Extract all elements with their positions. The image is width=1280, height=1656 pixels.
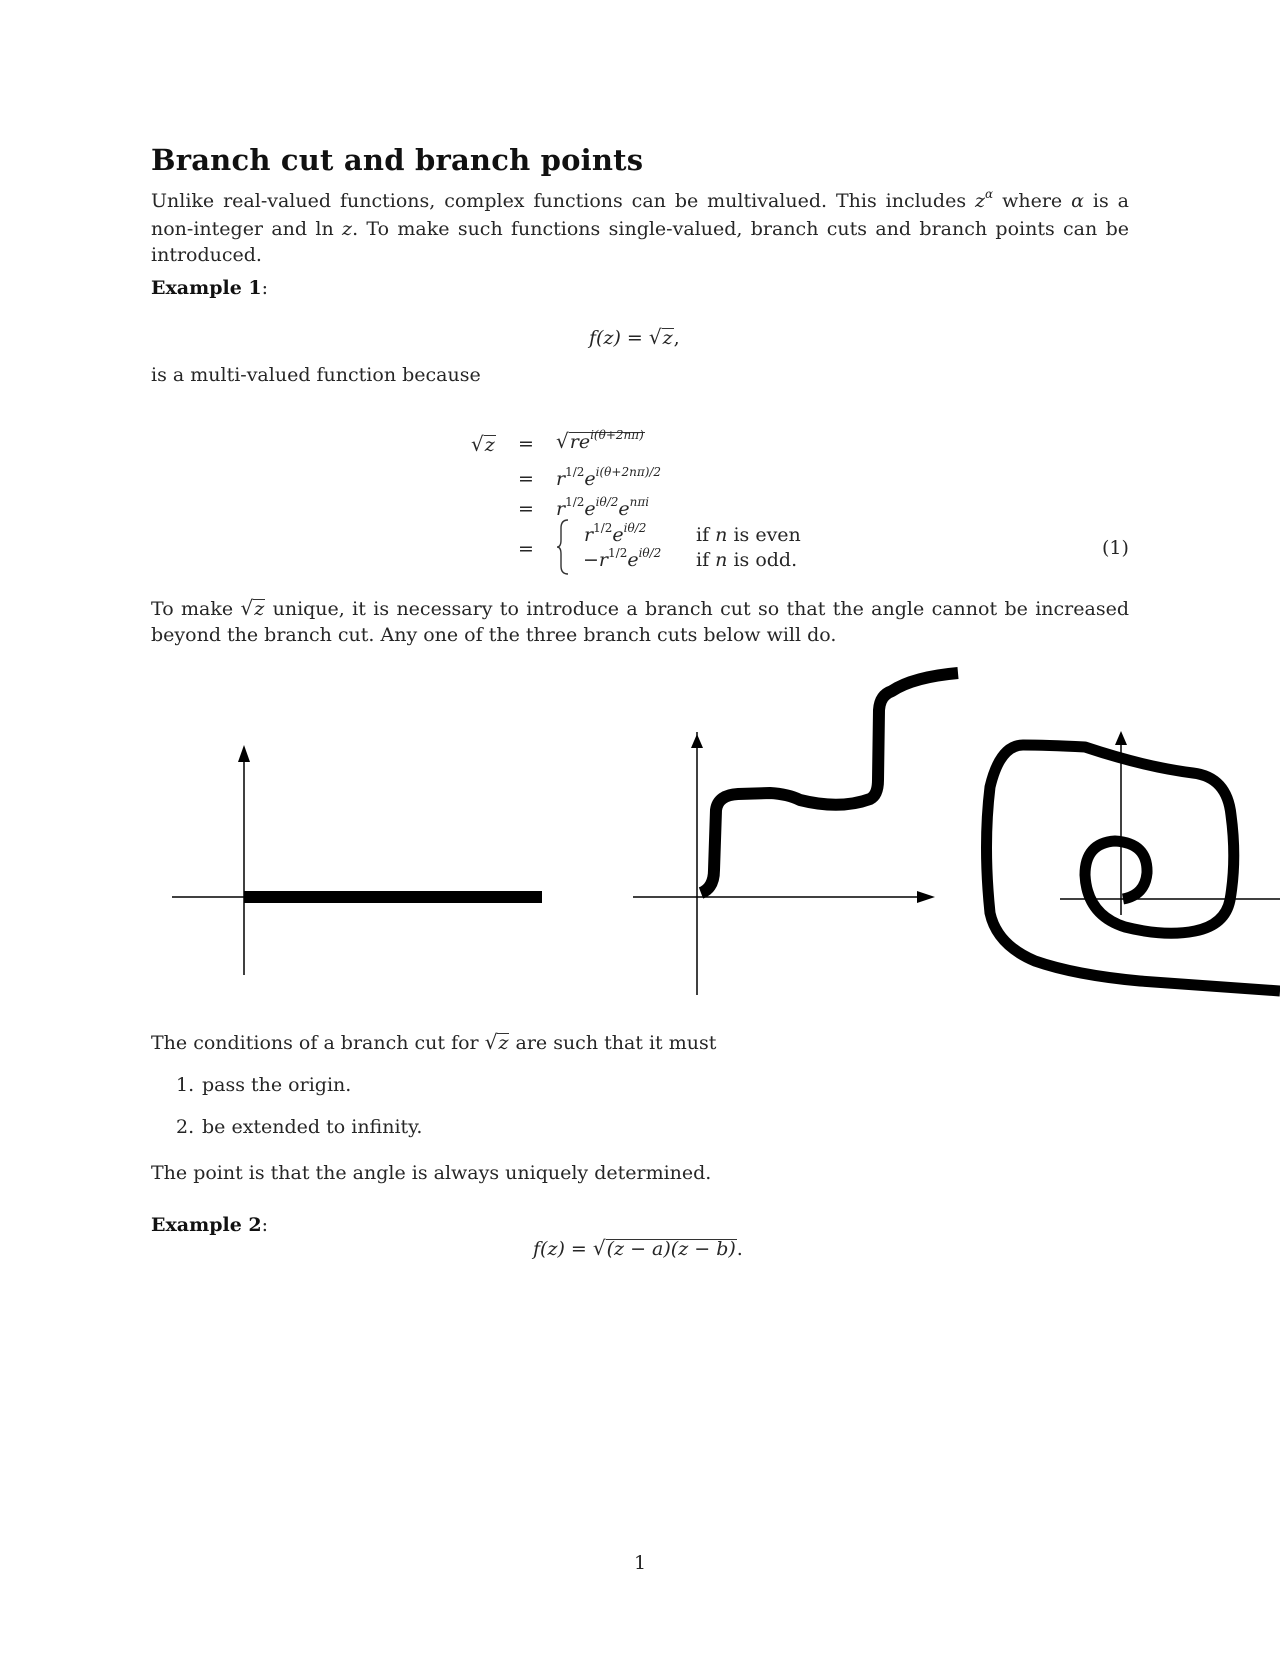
derivation-row-2: $r^{1/2}e^{i(\theta+2n\pi)/2}$: [556, 465, 662, 490]
case-2-expr: $-r^{1/2}e^{i\theta/2}$: [583, 546, 662, 571]
intro-text-4: . To make such functions single-valued, branch cuts and branch points can be introduced.: [151, 218, 1129, 266]
eq-sign-2: =: [518, 468, 534, 490]
eq-sign-3: =: [518, 498, 534, 520]
equation-fz-product-sqrt: f(z) = √(z − a)(z − b).: [533, 1236, 743, 1260]
case-2-condition: if n is odd.: [696, 549, 798, 571]
case-1-expr: $r^{1/2}e^{i\theta/2}$: [584, 521, 647, 546]
equation-number: (1): [1102, 537, 1129, 559]
multivalued-text: is a multi-valued function because: [151, 364, 481, 386]
eq-sign-1: =: [518, 433, 534, 455]
page-number: 1: [634, 1552, 647, 1574]
left-brace-icon: [556, 518, 570, 576]
section-title: Branch cut and branch points: [151, 143, 644, 177]
condition-item-2: 2. be extended to infinity.: [176, 1116, 423, 1138]
equation-fz-sqrt: f(z) = √z,: [589, 325, 680, 349]
intro-text-3: is a non-integer and ln: [151, 190, 1129, 240]
derivation-lhs: √z: [471, 432, 495, 456]
figure-spiral-branch-cut: [975, 725, 1280, 1005]
case-1-condition: if n is even: [696, 524, 801, 546]
example-2-label: Example 2:: [151, 1214, 269, 1236]
point-sentence: The point is that the angle is always uniquely determined.: [151, 1162, 712, 1184]
intro-text-1: Unlike real-valued functions, complex functions can be multivalued. This includes: [151, 190, 967, 212]
derivation-row-1: $√re^{i(\theta+2n\pi)}$: [556, 428, 644, 453]
figure-straight-branch-cut: [160, 735, 560, 990]
intro-text-2: where: [1002, 190, 1063, 212]
intro-paragraph: Unlike real-valued functions, complex functions can be multivalued. This includes $z^\alpha$ where α is a non-integer and ln z. To make such functions single-valued, branch cuts and branch points can be introduced.: [151, 187, 1129, 266]
example-1-label: Example 1:: [151, 277, 269, 299]
var-z: z: [975, 190, 986, 212]
conditions-sentence: The conditions of a branch cut for √z are such that it must: [151, 1030, 717, 1054]
unique-paragraph: To make √z unique, it is necessary to introduce a branch cut so that the angle cannot be increased beyond the branch cut. Any one of the three branch cuts below will do.: [151, 596, 1129, 646]
derivation-row-3: $r^{1/2}e^{i\theta/2}e^{n\pi i}$: [556, 495, 650, 520]
eq-sign-4: =: [518, 538, 534, 560]
figure-wavy-branch-cut: [630, 660, 965, 1000]
condition-item-1: 1. pass the origin.: [176, 1074, 352, 1096]
